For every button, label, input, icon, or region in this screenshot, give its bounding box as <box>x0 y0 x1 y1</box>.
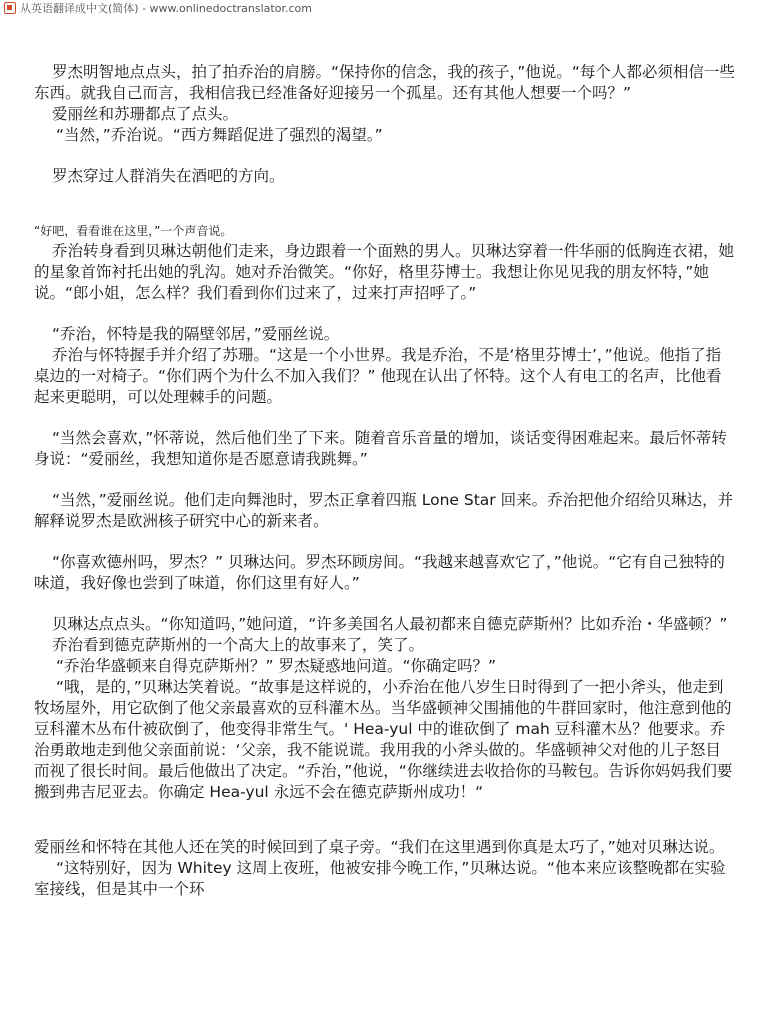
paragraph: 贝琳达点点头。“你知道吗，”她问道，“许多美国名人最初都来自德克萨斯州？比如乔治・华盛顿？” <box>52 615 728 633</box>
paragraph: 乔治与怀特握手并介绍了苏珊。“这是一个小世界。我是乔治，不是‘格里芬博士’，”他说。他指了指桌边的一对椅子。“你们两个为什么不加入我们？” 他现在认出了怀特。这个人有电工的名声，比他看起来更聪明，可以处理棘手的问题。 <box>34 346 722 406</box>
paragraph: 罗杰明智地点点头，拍了拍乔治的肩膀。“保持你的信念，我的孩子，”他说。“每个人都必须相信一些东西。就我自己而言，我相信我已经准备好迎接另一个孤星。还有其他人想要一个吗？” <box>34 63 735 102</box>
paragraph: 罗杰穿过人群消失在酒吧的方向。 <box>52 167 285 185</box>
paragraph: “当然会喜欢，”怀蒂说，然后他们坐了下来。随着音乐音量的增加，谈话变得困难起来。最后怀蒂转身说：“爱丽丝，我想知道你是否愿意请我跳舞。” <box>34 429 727 468</box>
paragraph: “当然，”乔治说。“西方舞蹈促进了强烈的渴望。” <box>56 126 383 144</box>
paragraph: “你喜欢德州吗，罗杰？” 贝琳达问。罗杰环顾房间。“我越来越喜欢它了，”他说。“它有自己独特的味道，我好像也尝到了味道，你们这里有好人。” <box>34 553 725 592</box>
paragraph: “乔治，怀特是我的隔壁邻居，”爱丽丝说。 <box>52 325 340 343</box>
paragraph: “这特别好，因为 Whitey 这周上夜班，他被安排今晚工作，”贝琳达说。“他本来应该整晚都在实验室接线，但是其中一个环 <box>34 859 726 898</box>
paragraph: “哦，是的，”贝琳达笑着说。“故事是这样说的，小乔治在他八岁生日时得到了一把小斧头，他走到牧场屋外，用它砍倒了他父亲最喜欢的豆科灌木丛。当华盛顿神父围捕他的牛群回家时，他注意到他的豆科灌木丛布什被砍倒了，他变得非常生气。' Hea-yul 中的谁砍倒了 mah 豆科灌木丛？他要求。乔治勇敢地走到他父亲面前说：‘父亲，我不能说谎。我用我的小斧头做的。华盛顿神父对他的儿子怒目而视了很长时间。最后他做出了决定。“乔治，”他说，“你继续进去收拾你的马鞍包。告诉你妈妈我们要搬到弗吉尼亚去。你确定 Hea-yul 永远不会在德克萨斯州成功！“ <box>34 678 733 801</box>
document-translate-icon <box>4 2 16 14</box>
document-body <box>34 62 736 900</box>
watermark-text: 从英语翻译成中文(简体) - www.onlinedoctranslator.com <box>20 2 312 15</box>
paragraph: “乔治华盛顿来自得克萨斯州？” 罗杰疑惑地问道。“你确定吗？” <box>56 657 497 675</box>
paragraph: “好吧，看看谁在这里，”一个声音说。 <box>34 224 233 238</box>
paragraph: 爱丽丝和苏珊都点了点头。 <box>52 105 239 123</box>
paragraph: “当然，”爱丽丝说。他们走向舞池时，罗杰正拿着四瓶 Lone Star 回来。乔治把他介绍给贝琳达，并解释说罗杰是欧洲核子研究中心的新来者。 <box>34 491 734 530</box>
translator-watermark <box>4 0 312 16</box>
paragraph: 乔治看到德克萨斯州的一个高大上的故事来了，笑了。 <box>52 636 425 654</box>
paragraph: 乔治转身看到贝琳达朝他们走来，身边跟着一个面熟的男人。贝琳达穿着一件华丽的低胸连衣裙，她的星象首饰衬托出她的乳沟。她对乔治微笑。“你好，格里芬博士。我想让你见见我的朋友怀特，”她说。“郎小姐，怎么样？我们看到你们过来了，过来打声招呼了。” <box>34 242 735 302</box>
paragraph: 爱丽丝和怀特在其他人还在笑的时候回到了桌子旁。“我们在这里遇到你真是太巧了，”她对贝琳达说。 <box>34 838 725 856</box>
